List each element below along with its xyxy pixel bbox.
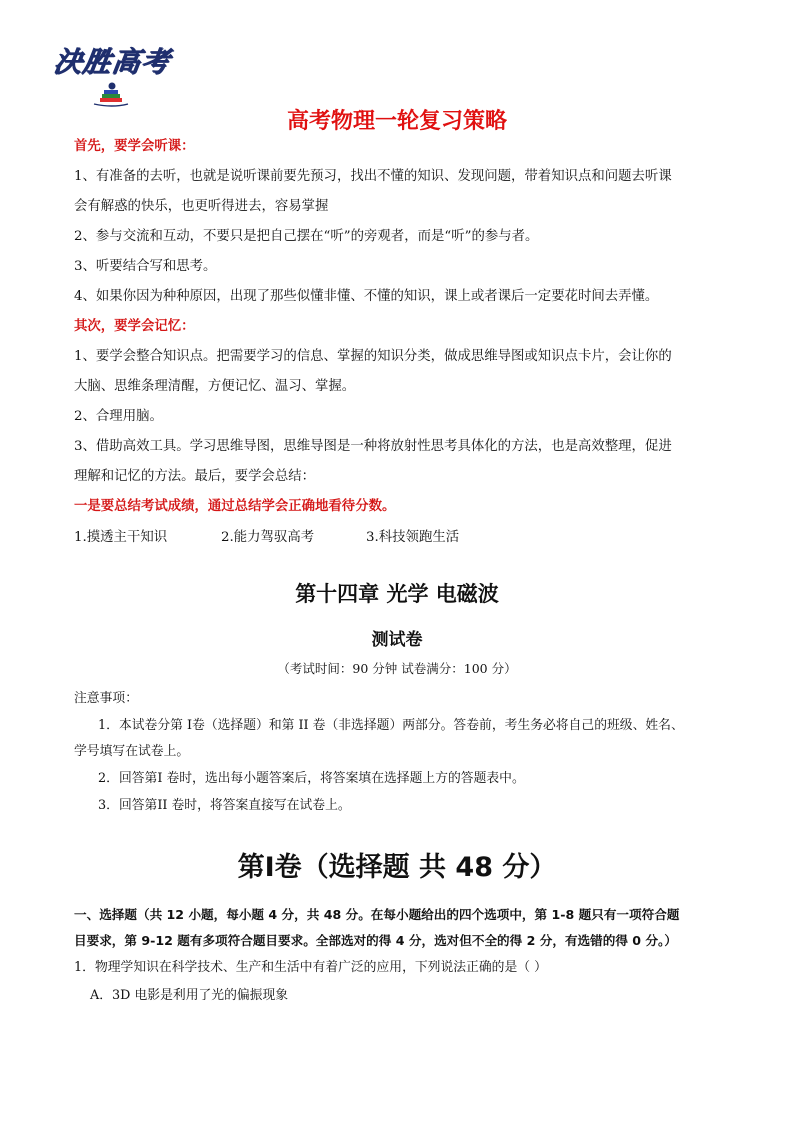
section-description: 一、选择题（共 12 小题，每小题 4 分，共 48 分。在每小题给出的四个选项中，第 1-8 题只有一项符合题 xyxy=(74,907,680,922)
strategy-line: 1、有准备的去听，也就是说听课前要先预习，找出不懂的知识、发现问题，带着知识点和问题去听课 xyxy=(74,169,672,184)
strategy-line: 会有解惑的快乐，也更听得进去，容易掌握 xyxy=(74,199,329,214)
strategy-line: 3、听要结合写和思考。 xyxy=(74,259,217,274)
logo xyxy=(51,40,176,114)
notes-line: 学号填写在试卷上。 xyxy=(74,744,190,759)
strategy-line: 4、如果你因为种种原因，出现了那些似懂非懂、不懂的知识，课上或者课后一定要花时间去弄懂。 xyxy=(74,289,659,304)
section-heading-listen: 首先，要学会听课： xyxy=(74,139,195,154)
strategy-line: 2、合理用脑。 xyxy=(74,409,163,424)
question-option-a: A．3D 电影是利用了光的偏振现象 xyxy=(90,988,289,1003)
summary-items xyxy=(74,525,722,551)
strategy-line: 1、要学会整合知识点。把需要学习的信息、掌握的知识分类，做成思维导图或知识点卡片，会让你的 xyxy=(74,349,672,364)
logo-text: 決胜高考 xyxy=(51,45,173,78)
notes-line: 3．回答第II 卷时，将答案直接写在试卷上。 xyxy=(98,798,351,813)
notes-line: 2．回答第I 卷时，选出每小题答案后，将答案填在选择题上方的答题表中。 xyxy=(98,771,525,786)
section-description: 目要求，第 9-12 题有多项符合题目要求。全部选对的得 4 分，选对但不全的得 2 分，有选错的得 0 分。） xyxy=(74,933,677,948)
notes-heading: 注意事项： xyxy=(74,691,138,706)
notes-line: 1．本试卷分第 I卷（选择题）和第 II 卷（非选择题）两部分。答卷前，考生务必将自己的班级、姓名、 xyxy=(98,718,684,733)
chapter-title: 第十四章 光学 电磁波 xyxy=(295,582,499,606)
test-subtitle: 测试卷 xyxy=(371,630,423,650)
summary-item: 1.摸透主干知识 xyxy=(74,530,168,545)
summary-item: 2.能力驾驭高考 xyxy=(221,530,315,545)
strategy-line: 2、参与交流和互动，不要只是把自己摆在“听”的旁观者，而是“听”的参与者。 xyxy=(74,229,539,244)
document-title: 高考物理一轮复习策略 xyxy=(286,109,507,134)
question-stem: 1．物理学知识在科学技术、生产和生活中有着广泛的应用，下列说法正确的是（ ） xyxy=(74,960,547,975)
summary-item: 3.科技领跑生活 xyxy=(366,530,460,545)
exam-info: （考试时间：90 分钟 试卷满分：100 分） xyxy=(277,661,517,676)
strategy-line: 大脑、思维条理清醒，方便记忆、温习、掌握。 xyxy=(74,379,356,394)
volume-title: 第Ⅰ卷（选择题 共 48 分） xyxy=(237,852,557,883)
strategy-line: 3、借助高效工具。学习思维导图，思维导图是一种将放射性思考具体化的方法，也是高效整理，促进 xyxy=(74,439,672,454)
strategy-line: 理解和记忆的方法。最后，要学会总结： xyxy=(74,469,316,484)
section-heading-memory: 其次，要学会记忆： xyxy=(74,319,195,334)
summary-highlight: 一是要总结考试成绩，通过总结学会正确地看待分数。 xyxy=(74,499,396,514)
